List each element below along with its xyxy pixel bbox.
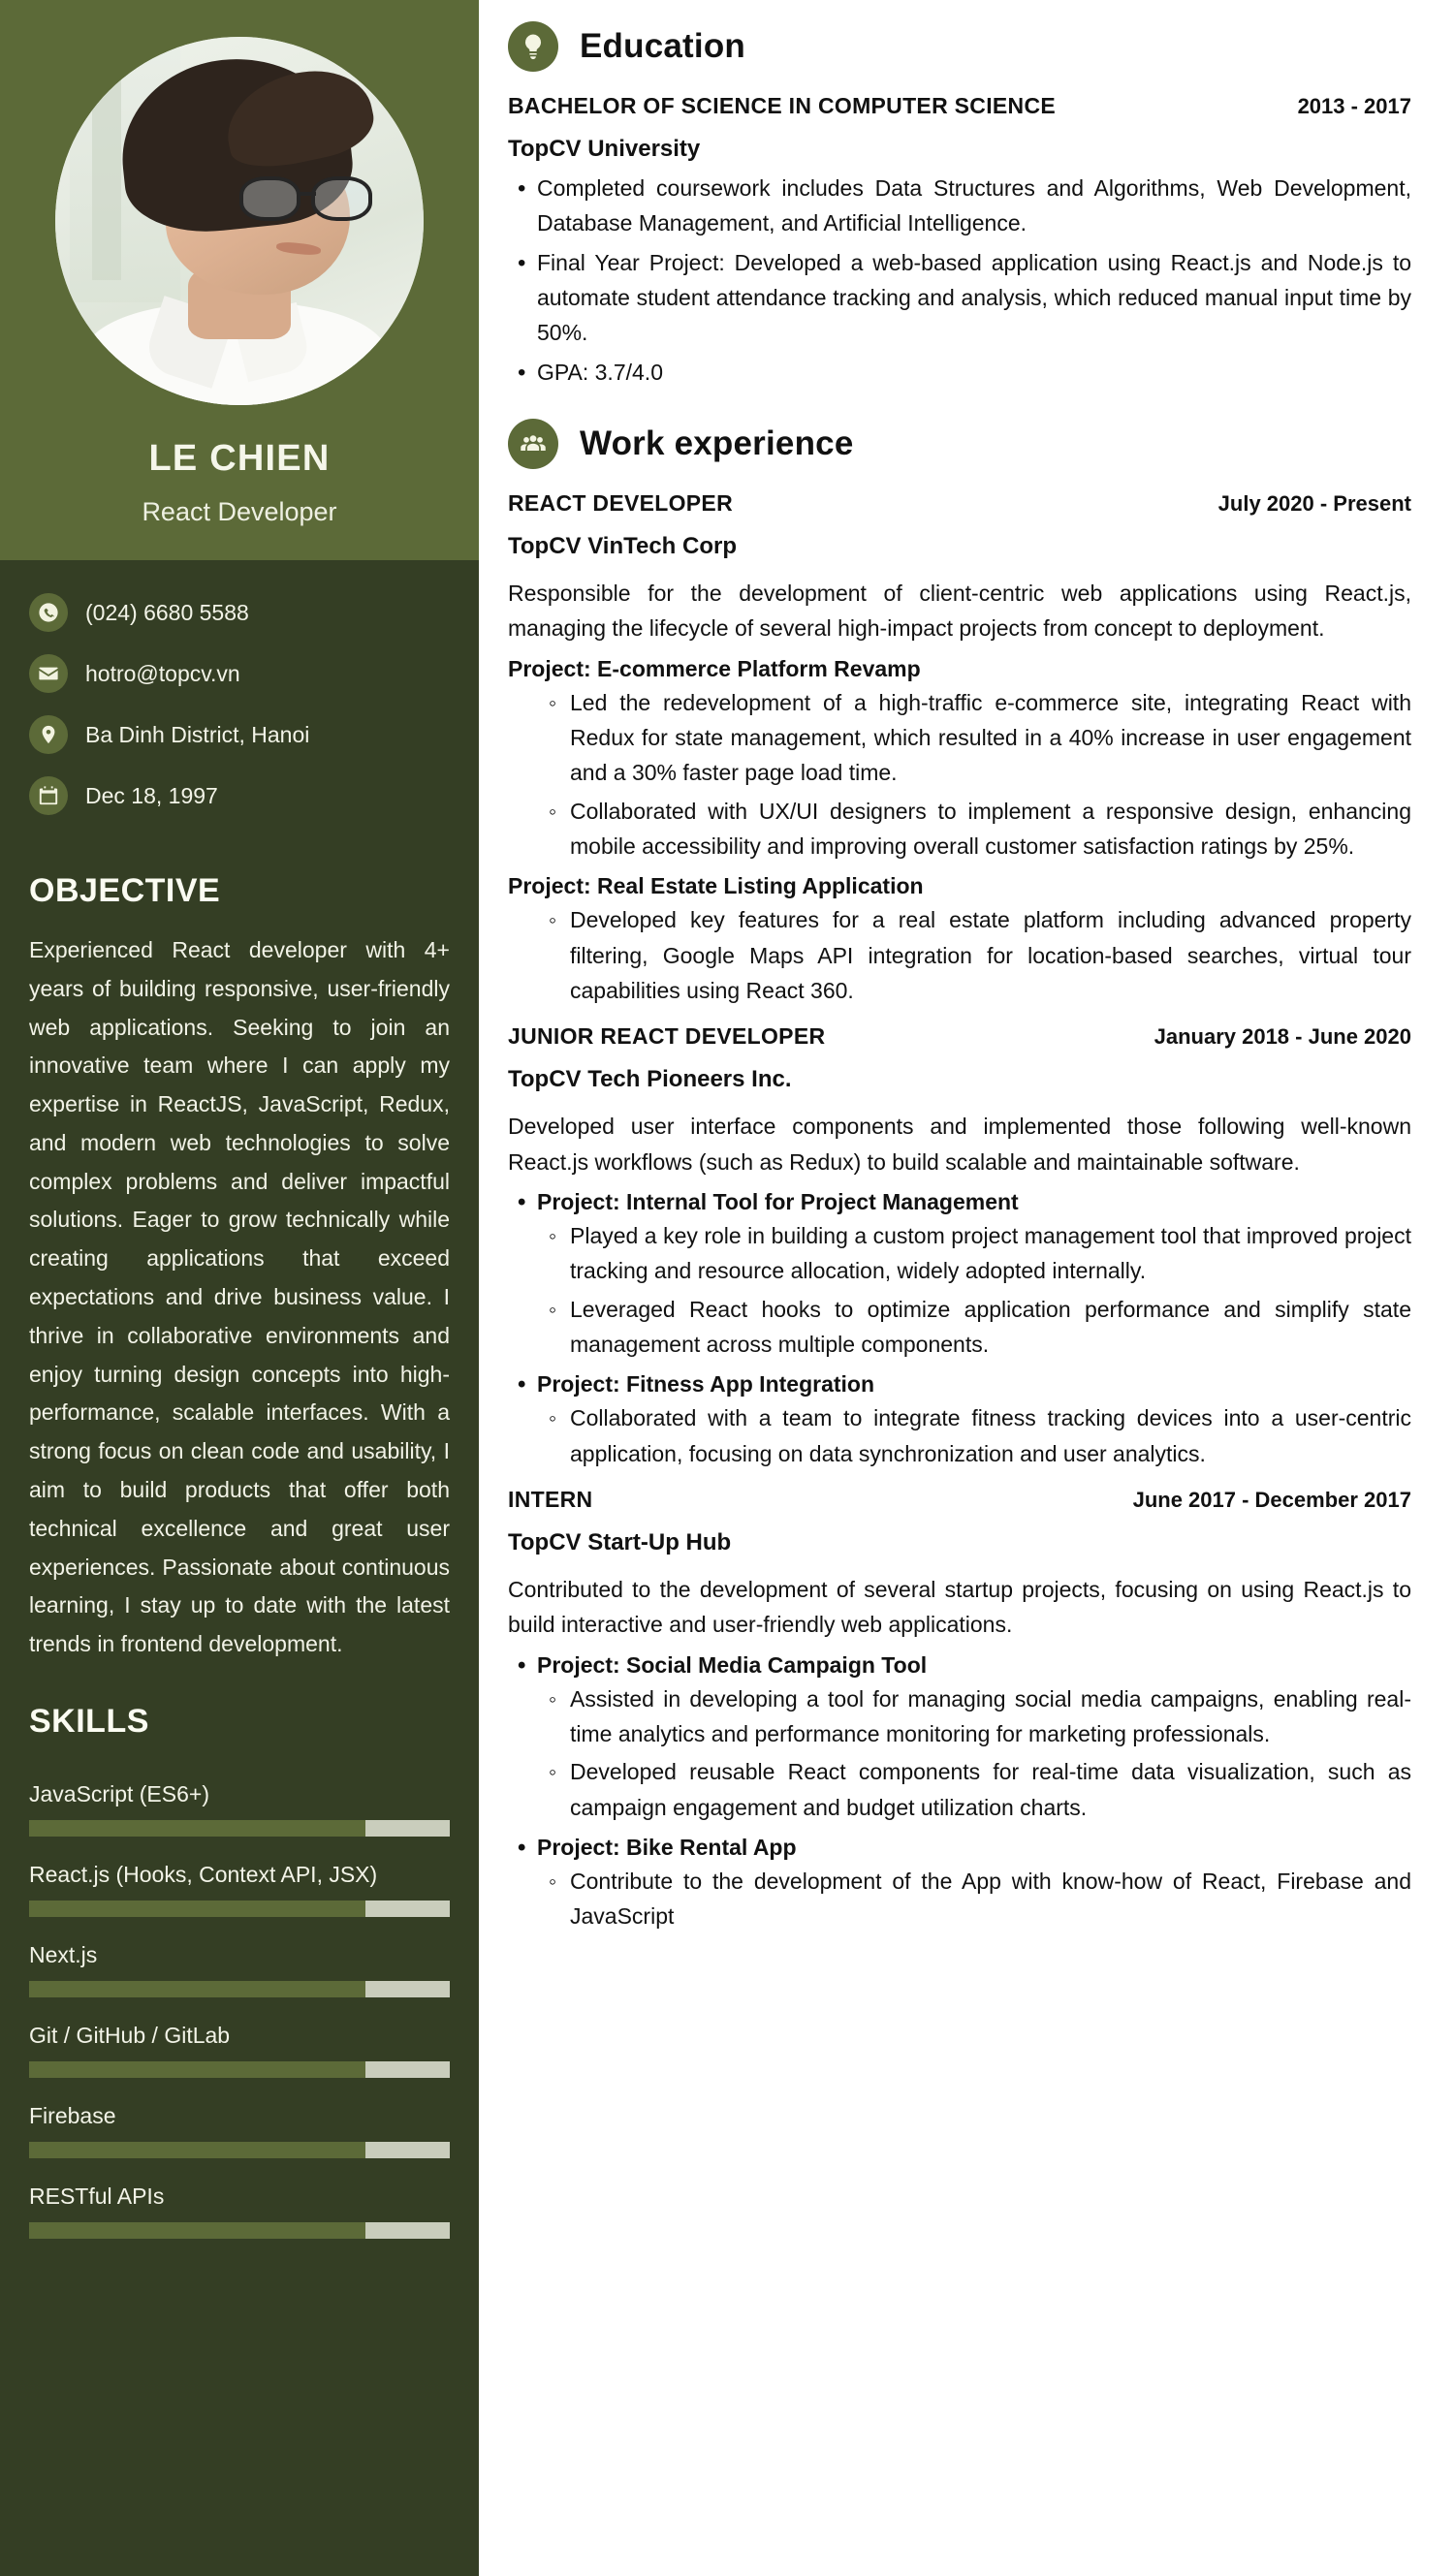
skill-item [29,2103,450,2158]
skill-bar-remainder [365,1901,450,1917]
sidebar [0,0,479,2576]
contact-item-location [29,715,479,754]
work-entry [508,490,1411,1008]
candidate-name: LE CHIEN [148,438,331,479]
objective-text: Experienced React developer with 4+ years of building responsive, user-friendly web applications. Seeking to join an innovative team where I can apply my expertise in ReactJS, JavaScript, Redux, and modern web technologies to solve complex problems and deliver impactful solutions. Eager to grow technically while creating applications that exceed expectations and drive business value. I thrive in collaborative environments and enjoy turning design concepts into high-performance, scalable interfaces. With a strong focus on clean code and usability, I aim to build products that offer both technical excellence and great user experiences. Passionate about continuous learning, I stay up to date with the latest trends in frontend development. [29,937,450,1657]
birthday-value: Dec 18, 1997 [85,782,218,808]
skill-bar [29,1981,450,1997]
education-entry [508,93,1411,390]
job-summary: Responsible for the development of client-centric web applications using React.js, managing the lifecycle of several high-impact projects from concept to deployment. [508,580,1411,642]
job-summary: Developed user interface components and implemented those following well-known React.js workflows (such as Redux) to build scalable and maintainable software. [508,1114,1411,1175]
project-title: Project: Real Estate Listing Application [508,873,924,899]
project-title: Project: E-commerce Platform Revamp [508,655,921,681]
skill-label: JavaScript (ES6+) [29,1780,209,1806]
project-title: • Project: Fitness App Integration [508,1371,1411,1398]
skill-item [29,2183,450,2239]
project-bullets [508,685,1411,864]
entry-header [508,1023,1411,1050]
skill-item [29,2023,450,2078]
skills-heading: SKILLS [29,1702,149,1740]
work-entry [508,1023,1411,1471]
list-item: ◦ Collaborated with a team to integrate fitness tracking devices into a user-centric application, focusing on data synchronization and user analytics. [543,1400,1411,1471]
entry-title: INTERN [508,1486,593,1512]
project-bullets [508,1864,1411,1934]
list-item: ◦ Played a key role in building a custom project management tool that improved project tracking and resource allocation, widely adopted internally. [543,1218,1411,1289]
skill-bar-remainder [365,2061,450,2078]
phone-value: (024) 6680 5588 [85,599,249,625]
education-title: Education [580,27,745,65]
skill-item [29,1942,450,1997]
job-summary: Contributed to the development of several startup projects, focusing on using React.js to build interactive and user-friendly web applications. [508,1576,1411,1638]
company-name: TopCV Tech Pioneers Inc. [508,1066,792,1093]
entry-title: BACHELOR OF SCIENCE IN COMPUTER SCIENCE [508,93,1057,118]
work-entry [508,1487,1411,1934]
project-bullets [508,1400,1411,1471]
skill-label: Firebase [29,2102,116,2128]
skill-bar [29,2142,450,2158]
entry-date: 2013 - 2017 [1297,94,1411,118]
entry-date: January 2018 - June 2020 [1154,1024,1411,1050]
list-item: ◦ Leveraged React hooks to optimize application performance and simplify state management across multiple components. [543,1292,1411,1363]
education-header [508,21,1411,72]
skill-bar-remainder [365,1981,450,1997]
skill-label: Next.js [29,1941,98,1967]
list-item: • GPA: 3.7/4.0 [508,355,1411,390]
avatar [55,37,424,405]
project-bullets [508,902,1411,1008]
skill-bar [29,2222,450,2239]
skill-bar [29,1820,450,1837]
list-item: ◦ Assisted in developing a tool for managing social media campaigns, enabling real-time analytics and performance monitoring for marketing professionals. [543,1681,1411,1752]
school-name: TopCV University [508,136,701,162]
skill-label: Git / GitHub / GitLab [29,2022,231,2048]
project-bullets [508,1218,1411,1362]
entry-header [508,1487,1411,1513]
entry-title: JUNIOR REACT DEVELOPER [508,1023,826,1050]
list-item: • Completed coursework includes Data Structures and Algorithms, Web Development, Database Management, and Artificial Intelligence. [508,171,1411,241]
objective-heading: OBJECTIVE [29,872,221,909]
skill-bar-remainder [365,2142,450,2158]
education-entries [508,93,1411,390]
list-item: ◦ Contribute to the development of the App with know-how of React, Firebase and JavaScript [543,1864,1411,1934]
entry-date: July 2020 - Present [1217,490,1411,516]
contact-list [0,560,479,847]
contact-item-phone [29,593,479,632]
sidebar-header [0,0,479,560]
phone-icon [29,593,68,632]
skill-label: React.js (Hooks, Context API, JSX) [29,1861,378,1887]
location-value: Ba Dinh District, Hanoi [85,721,310,747]
work-section [508,419,1411,1934]
list-item: ◦ Developed key features for a real estate platform including advanced property filtering, Google Maps API integration for location-based searches, virtual tour capabilities using React 360. [543,902,1411,1008]
skill-bar [29,2061,450,2078]
email-value: hotro@topcv.vn [85,660,240,686]
company-name: TopCV VinTech Corp [508,532,738,559]
candidate-role: React Developer [142,497,337,526]
avatar-photo [55,37,424,405]
list-item: ◦ Led the redevelopment of a high-traffic e-commerce site, integrating React with Redux for state management, which resulted in a 40% increase in user engagement and a 30% faster page load time. [543,685,1411,791]
calendar-icon [29,776,68,815]
skill-label: RESTful APIs [29,2183,165,2209]
skill-item [29,1862,450,1917]
contact-item-email [29,654,479,693]
skills-list [0,1741,479,2287]
skill-bar-remainder [365,2222,450,2239]
education-section [508,21,1411,390]
skill-bar-remainder [365,1820,450,1837]
entry-date: June 2017 - December 2017 [1132,1487,1411,1512]
list-item: ◦ Collaborated with UX/UI designers to implement a responsive design, enhancing mobile accessibility and improving overall customer satisfaction ratings by 25%. [543,794,1411,864]
location-icon [29,715,68,754]
skill-bar [29,1901,450,1917]
skill-item [29,1781,450,1837]
contact-item-birthday [29,776,479,815]
project-title: • Project: Bike Rental App [508,1835,1411,1861]
email-icon [29,654,68,693]
project-bullets [508,1681,1411,1825]
project-title: • Project: Social Media Campaign Tool [508,1652,1411,1679]
entry-header [508,490,1411,517]
list-item: ◦ Developed reusable React components for real-time data visualization, such as campaign engagement and budget utilization charts. [543,1754,1411,1825]
work-header [508,419,1411,469]
entry-header [508,93,1411,119]
list-item: • Final Year Project: Developed a web-based application using React.js and Node.js to automate student attendance tracking and analysis, which reduced manual input time by 50%. [508,245,1411,351]
work-entries [508,490,1411,1934]
lightbulb-icon [508,21,558,72]
education-bullets [508,171,1411,390]
work-title: Work experience [580,424,854,462]
project-title: • Project: Internal Tool for Project Management [508,1189,1411,1215]
main-content [479,0,1454,2576]
company-name: TopCV Start-Up Hub [508,1528,732,1555]
entry-title: REACT DEVELOPER [508,489,733,516]
people-icon [508,419,558,469]
